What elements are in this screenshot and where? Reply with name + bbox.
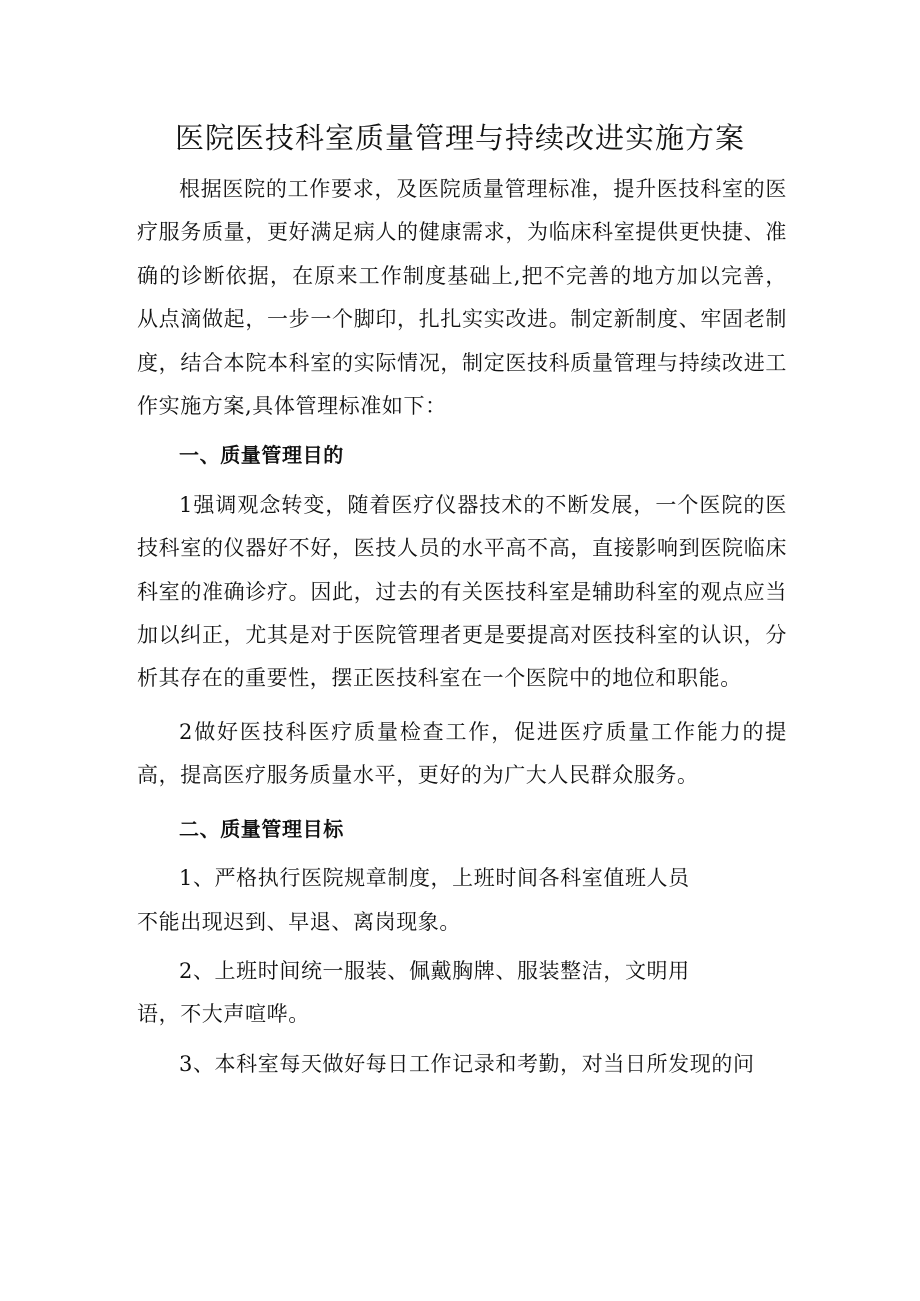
section-heading-purpose: 一、质量管理目的 bbox=[179, 443, 344, 468]
document-body bbox=[137, 168, 787, 1086]
section-heading-goals: 二、质量管理目标 bbox=[179, 816, 344, 841]
intro-paragraph: 根据医院的工作要求，及医院质量管理标准，提升医技科室的医疗服务质量，更好满足病人的健康需求，为临床科室提供更快捷、准确的诊断依据，在原来工作制度基础上,把不完善的地方加以完善，从点滴做起，一步一个脚印，扎扎实实改进。制定新制度、牢固老制度，结合本院本科室的实际情况，制定医技科质量管理与持续改进工作实施方案,具体管理标准如下： bbox=[137, 177, 787, 419]
goal-item-1-line-1: 1、严格执行医院规章制度，上班时间各科室值班人员 bbox=[179, 866, 690, 891]
goal-item-1-line-2: 不能出现迟到、早退、离岗现象。 bbox=[137, 909, 461, 934]
document-title: 医院医技科室质量管理与持续改进实施方案 bbox=[174, 121, 745, 155]
goal-item-2-line-1: 2、上班时间统一服装、佩戴胸牌、服装整洁，文明用 bbox=[179, 958, 690, 983]
purpose-item-2: 2做好医技科医疗质量检查工作，促进医疗质量工作能力的提高，提高医疗服务质量水平，更好的为广大人民群众服务。 bbox=[137, 719, 787, 788]
goal-item-3-line-1: 3、本科室每天做好每日工作记录和考勤，对当日所发现的问 bbox=[179, 1051, 755, 1076]
goal-item-2-line-2: 语，不大声喧哗。 bbox=[137, 1002, 310, 1027]
purpose-item-1: 1强调观念转变，随着医疗仪器技术的不断发展，一个医院的医技科室的仪器好不好，医技人员的水平高不高，直接影响到医院临床科室的准确诊疗。因此，过去的有关医技科室是辅助科室的观点应当加以纠正，尤其是对于医院管理者更是要提高对医技科室的认识，分析其存在的重要性，摆正医技科室在一个医院中的地位和职能。 bbox=[137, 492, 787, 691]
